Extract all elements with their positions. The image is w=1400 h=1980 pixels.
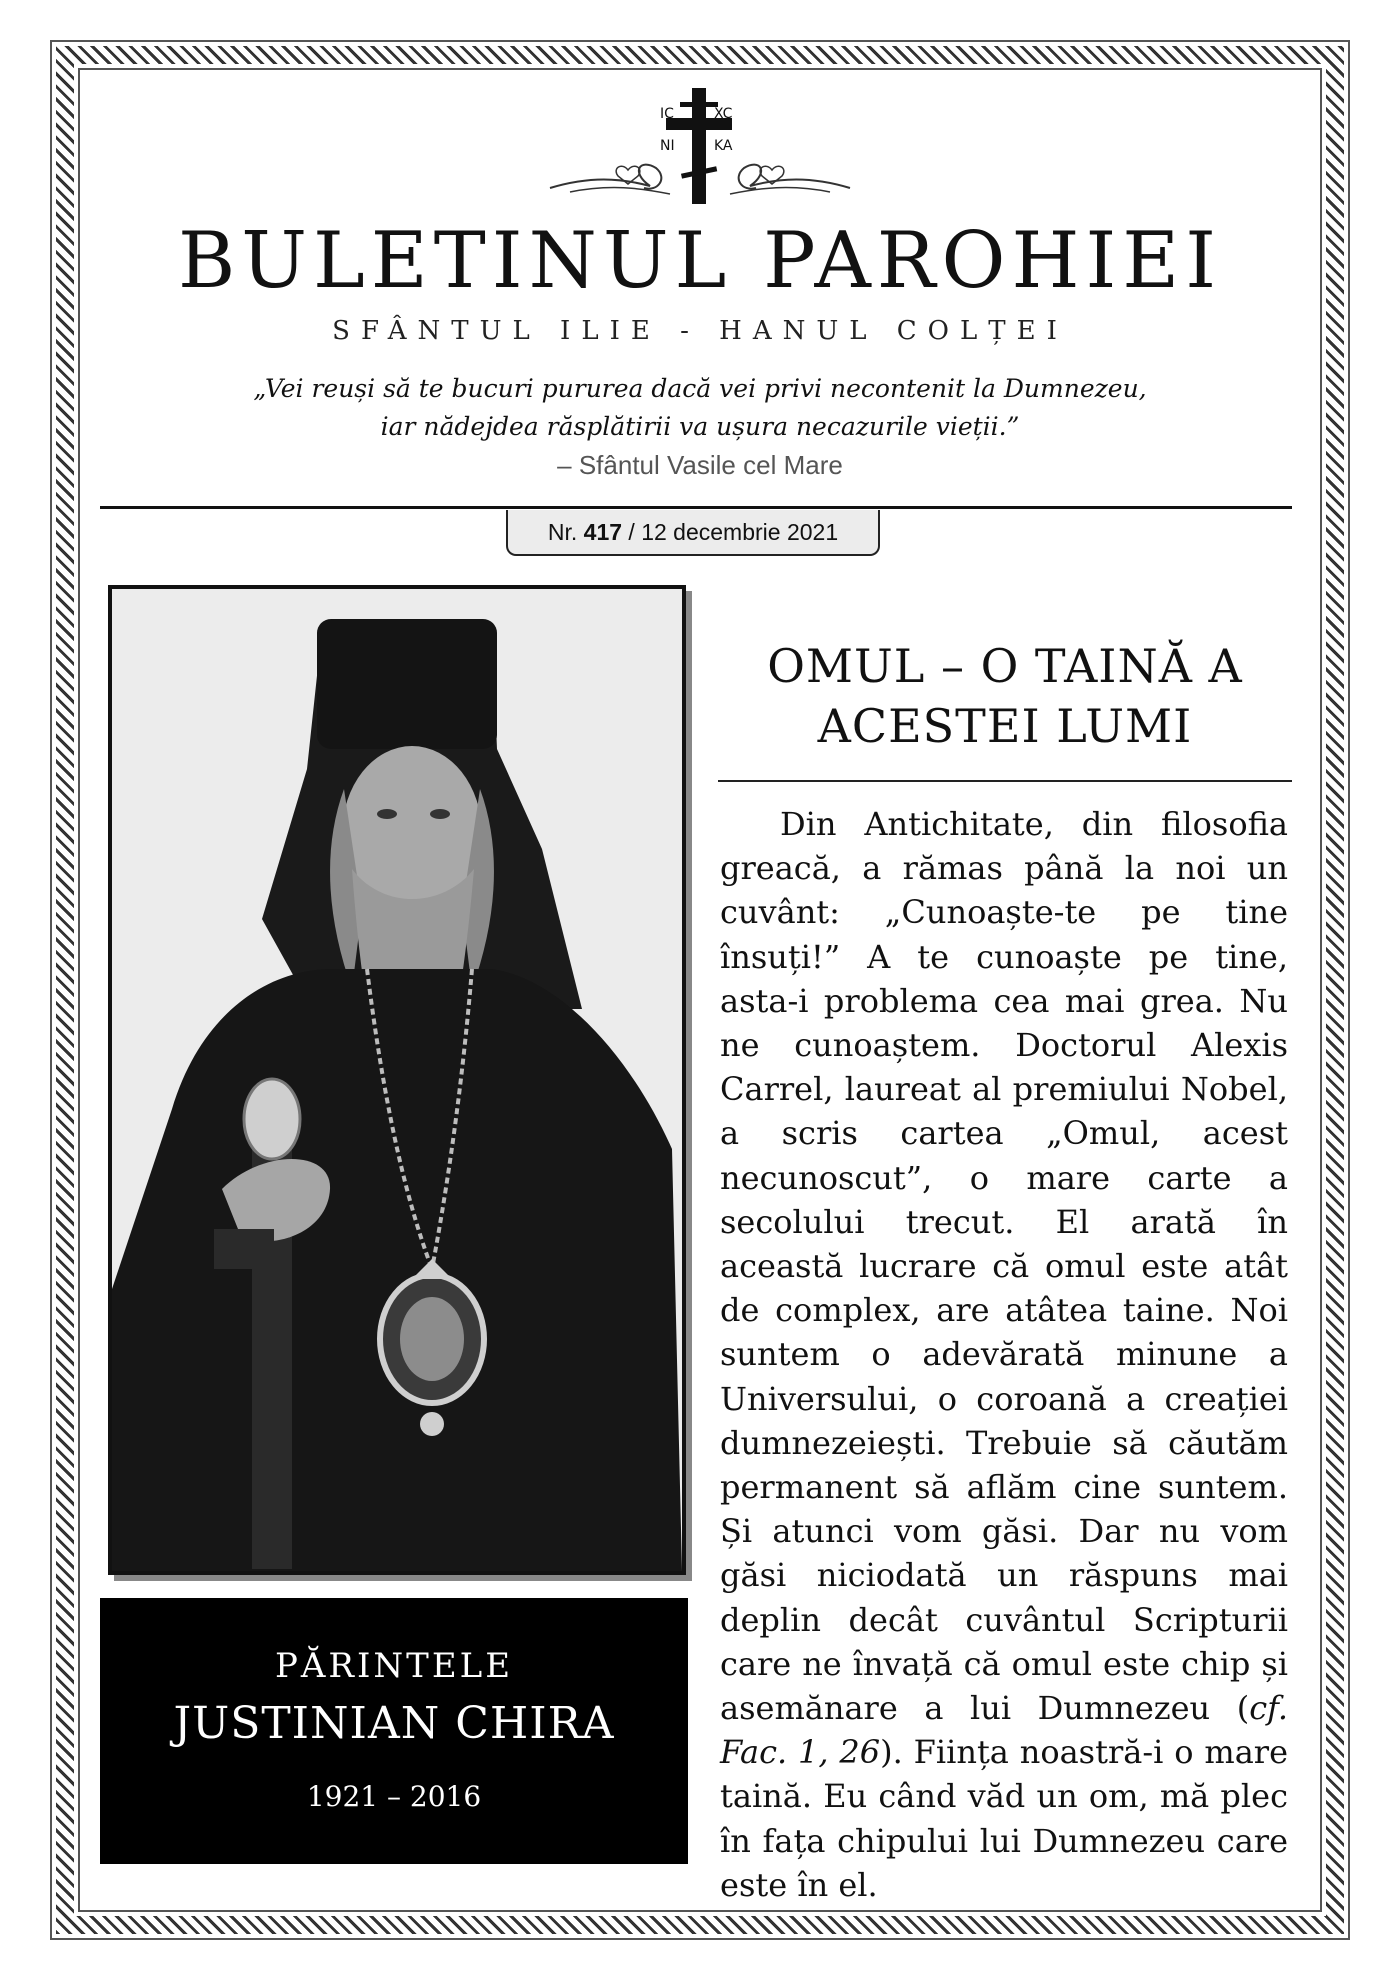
article-title: [718, 636, 1292, 756]
header-divider: [100, 506, 1292, 509]
emblem-ni: NI: [660, 138, 675, 154]
issue-date: / 12 decembrie 2021: [628, 519, 839, 545]
quote-line-2: iar nădejdea răsplătirii va ușura necazurile vieții.”: [380, 412, 1020, 441]
quote-author: – Sfântul Vasile cel Mare: [557, 450, 843, 480]
emblem: [540, 88, 860, 218]
article-text-2: ). Ființa noastră-i o mare taină. Eu când văd un om, mă plec în fața chipului lui Dumnezeu care este în el.: [720, 1733, 1289, 1904]
article-title-line-2: ACESTEI LUMI: [817, 699, 1193, 753]
issue-badge: [506, 510, 880, 556]
scripture-reference: cf. Fac. 1, 26: [720, 1689, 1288, 1772]
emblem-xc: XC: [714, 106, 733, 122]
quote-line-1: „Vei reuși să te bucuri pururea dacă vei privi necontenit la Dumnezeu,: [253, 374, 1147, 403]
portrait-caption: [100, 1598, 688, 1864]
page-title: BULETINUL PAROHIEI: [177, 216, 1223, 306]
issue-prefix: Nr.: [547, 519, 578, 545]
article-divider: [718, 780, 1292, 782]
caption-line-2: JUSTINIAN CHIRA: [173, 1698, 615, 1749]
bishop-portrait-photo: [108, 585, 686, 1575]
page-subtitle: SFÂNTUL ILIE - HANUL COLȚEI: [332, 316, 1068, 346]
emblem-ka: KA: [714, 138, 733, 154]
caption-line-1: PĂRINTELE: [274, 1646, 514, 1686]
article-text-1: Din Antichitate, din filosofia greacă, a rămas până la noi un cuvânt: „Cunoaște-te pe tine însuți!” A te cunoaște pe tine, asta-i problema cea mai grea. Nu ne cunoaștem. Doctorul Alexis Carrel, laureat al premiului Nobel, a scris cartea „Omul, acest necunoscut”, o mare carte a secolului trecut. El arată în această lucrare că omul este atât de complex, are atâtea taine. Noi suntem o adevărată minune a Universului, o coroană a creației dumnezeiești. Trebuie să căutăm permanent să aflăm cine suntem. Și atunci vom găsi. Dar nu vom găsi niciodată un răspuns mai deplin decât cuvântul Scripturii care ne învață că omul este chip și asemănare a lui Dumnezeu (: [720, 805, 1288, 1728]
issue-number: 417: [583, 519, 623, 545]
quote: [100, 370, 1300, 446]
article-paragraph: [720, 802, 1288, 1907]
caption-dates: 1921 – 2016: [306, 1780, 482, 1813]
emblem-ic: IC: [660, 106, 674, 122]
article-body: [720, 802, 1288, 1907]
article-title-line-1: OMUL – O TAINĂ A: [767, 639, 1243, 693]
orthodox-cross-icon: [540, 88, 860, 218]
